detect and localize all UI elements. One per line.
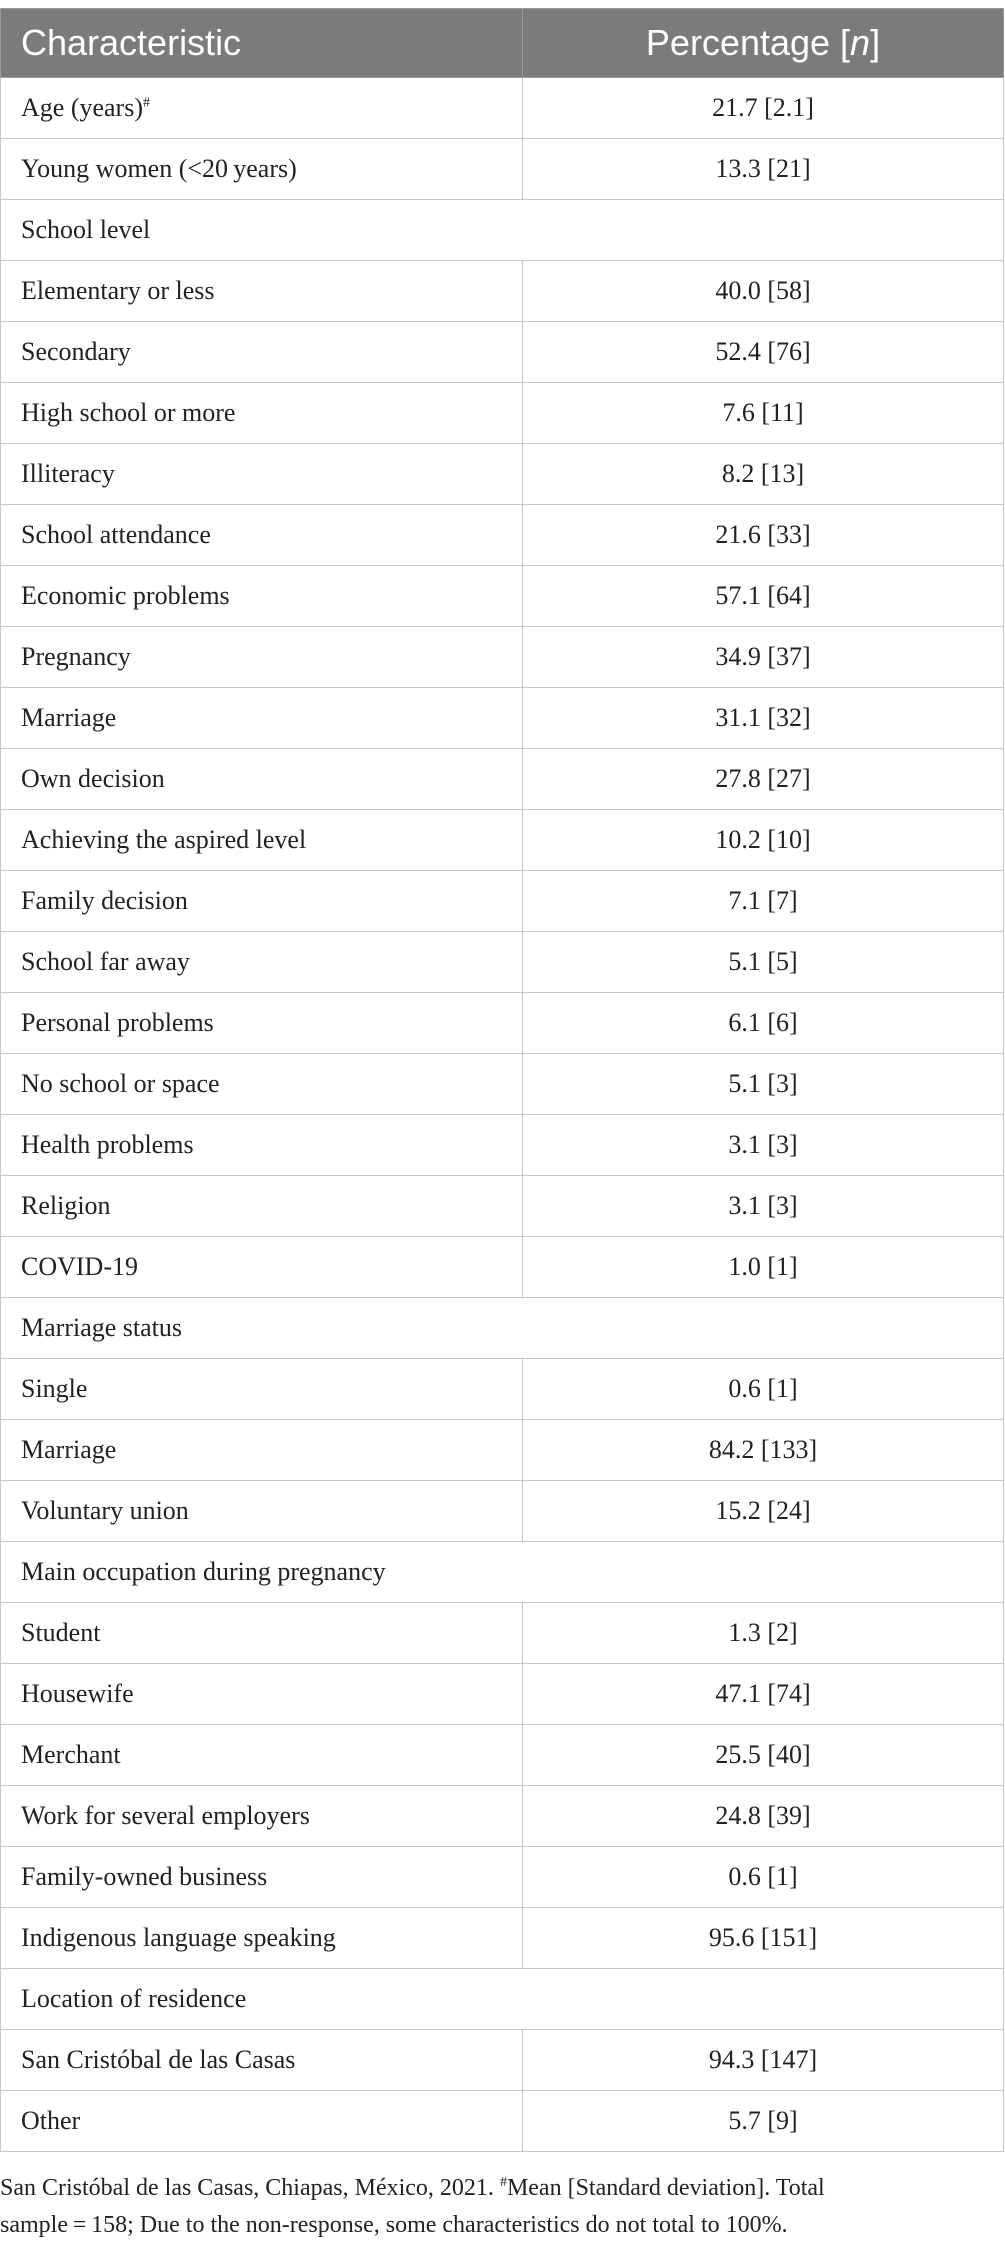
table-row xyxy=(1,383,1004,444)
table-row xyxy=(1,1847,1004,1908)
table-row xyxy=(1,1603,1004,1664)
row-label: Merchant xyxy=(1,1725,523,1786)
row-value: 21.6 [33] xyxy=(523,505,1004,566)
section-row-main-occupation xyxy=(1,1542,1004,1603)
section-label: School level xyxy=(1,200,1004,261)
row-value: 1.3 [2] xyxy=(523,1603,1004,1664)
row-label: Personal problems xyxy=(1,993,523,1054)
row-label: Religion xyxy=(1,1176,523,1237)
table-row xyxy=(1,2091,1004,2152)
row-value: 13.3 [21] xyxy=(523,139,1004,200)
row-value: 1.0 [1] xyxy=(523,1237,1004,1298)
row-label: Pregnancy xyxy=(1,627,523,688)
percentage-header-close: ] xyxy=(870,22,881,63)
row-label: Family-owned business xyxy=(1,1847,523,1908)
row-label: Other xyxy=(1,2091,523,2152)
footnote-definition: Mean [Standard deviation]. Total xyxy=(506,2175,825,2201)
section-label: Location of residence xyxy=(1,1969,1004,2030)
section-row-school-level xyxy=(1,200,1004,261)
row-value: 8.2 [13] xyxy=(523,444,1004,505)
row-label: Family decision xyxy=(1,871,523,932)
footnote-line-2: sample = 158; Due to the non-response, some characteristics do not total to 100%. xyxy=(0,2212,788,2238)
row-value: 34.9 [37] xyxy=(523,627,1004,688)
table-row xyxy=(1,688,1004,749)
row-label: Elementary or less xyxy=(1,261,523,322)
table-row xyxy=(1,1664,1004,1725)
row-value: 57.1 [64] xyxy=(523,566,1004,627)
row-value: 5.1 [5] xyxy=(523,932,1004,993)
footnote-line-1 xyxy=(0,2170,1003,2207)
row-value: 27.8 [27] xyxy=(523,749,1004,810)
row-label: Voluntary union xyxy=(1,1481,523,1542)
row-label: COVID-19 xyxy=(1,1237,523,1298)
row-value: 5.1 [3] xyxy=(523,1054,1004,1115)
table-row xyxy=(1,871,1004,932)
row-label: Housewife xyxy=(1,1664,523,1725)
table-row xyxy=(1,627,1004,688)
row-value: 0.6 [1] xyxy=(523,1847,1004,1908)
row-label: San Cristóbal de las Casas xyxy=(1,2030,523,2091)
row-value: 21.7 [2.1] xyxy=(523,78,1004,139)
table-row xyxy=(1,139,1004,200)
section-label: Main occupation during pregnancy xyxy=(1,1542,1004,1603)
table-row xyxy=(1,993,1004,1054)
row-value: 84.2 [133] xyxy=(523,1420,1004,1481)
table-row xyxy=(1,1176,1004,1237)
table-row xyxy=(1,444,1004,505)
table-row xyxy=(1,1725,1004,1786)
row-value: 5.7 [9] xyxy=(523,2091,1004,2152)
row-value: 7.1 [7] xyxy=(523,871,1004,932)
row-label: Indigenous language speaking xyxy=(1,1908,523,1969)
row-value: 52.4 [76] xyxy=(523,322,1004,383)
row-label: Achieving the aspired level xyxy=(1,810,523,871)
table-row xyxy=(1,810,1004,871)
section-row-marriage-status xyxy=(1,1298,1004,1359)
row-label: Marriage xyxy=(1,688,523,749)
table-row xyxy=(1,566,1004,627)
table-row xyxy=(1,749,1004,810)
table-row xyxy=(1,322,1004,383)
row-value: 3.1 [3] xyxy=(523,1115,1004,1176)
row-label: School far away xyxy=(1,932,523,993)
row-value: 40.0 [58] xyxy=(523,261,1004,322)
table-row xyxy=(1,1115,1004,1176)
characteristic-column-header: Characteristic xyxy=(1,9,523,78)
header-row xyxy=(1,9,1004,78)
row-label: Work for several employers xyxy=(1,1786,523,1847)
row-label: Secondary xyxy=(1,322,523,383)
row-label: Student xyxy=(1,1603,523,1664)
table-row xyxy=(1,261,1004,322)
percentage-header-text: Percentage [ xyxy=(645,22,851,63)
row-value: 7.6 [11] xyxy=(523,383,1004,444)
row-value: 25.5 [40] xyxy=(523,1725,1004,1786)
row-value: 15.2 [24] xyxy=(523,1481,1004,1542)
row-value: 0.6 [1] xyxy=(523,1359,1004,1420)
row-label: Single xyxy=(1,1359,523,1420)
row-value: 94.3 [147] xyxy=(523,2030,1004,2091)
row-label: Illiteracy xyxy=(1,444,523,505)
row-value: 47.1 [74] xyxy=(523,1664,1004,1725)
row-label: Own decision xyxy=(1,749,523,810)
table-row xyxy=(1,1054,1004,1115)
row-value: 6.1 [6] xyxy=(523,993,1004,1054)
row-value: 10.2 [10] xyxy=(523,810,1004,871)
age-footnote-marker: # xyxy=(143,95,150,111)
percentage-column-header xyxy=(523,9,1004,78)
characteristics-table xyxy=(0,8,1004,2152)
table-row xyxy=(1,1420,1004,1481)
row-value: 31.1 [32] xyxy=(523,688,1004,749)
table-row xyxy=(1,1359,1004,1420)
section-row-location-of-residence xyxy=(1,1969,1004,2030)
table-row xyxy=(1,1908,1004,1969)
footnote-location: San Cristóbal de las Casas, Chiapas, México, 2021. xyxy=(0,2175,500,2201)
row-value: 24.8 [39] xyxy=(523,1786,1004,1847)
table-row xyxy=(1,1786,1004,1847)
table-row xyxy=(1,78,1004,139)
row-label: Young women (<20 years) xyxy=(1,139,523,200)
row-value: 3.1 [3] xyxy=(523,1176,1004,1237)
table-row xyxy=(1,932,1004,993)
row-label: School attendance xyxy=(1,505,523,566)
row-label: High school or more xyxy=(1,383,523,444)
age-label: Age (years) xyxy=(21,93,143,122)
percentage-header-n: n xyxy=(850,22,871,63)
table-header xyxy=(1,9,1004,78)
footnote-marker: # xyxy=(499,2175,507,2190)
table-footnote xyxy=(0,2170,1003,2244)
table-row xyxy=(1,505,1004,566)
row-label: Marriage xyxy=(1,1420,523,1481)
table-row xyxy=(1,1237,1004,1298)
section-label: Marriage status xyxy=(1,1298,1004,1359)
row-label: Health problems xyxy=(1,1115,523,1176)
row-label xyxy=(1,78,523,139)
row-label: Economic problems xyxy=(1,566,523,627)
table-row xyxy=(1,2030,1004,2091)
row-label: No school or space xyxy=(1,1054,523,1115)
table-body xyxy=(1,78,1004,2152)
row-value: 95.6 [151] xyxy=(523,1908,1004,1969)
table-row xyxy=(1,1481,1004,1542)
